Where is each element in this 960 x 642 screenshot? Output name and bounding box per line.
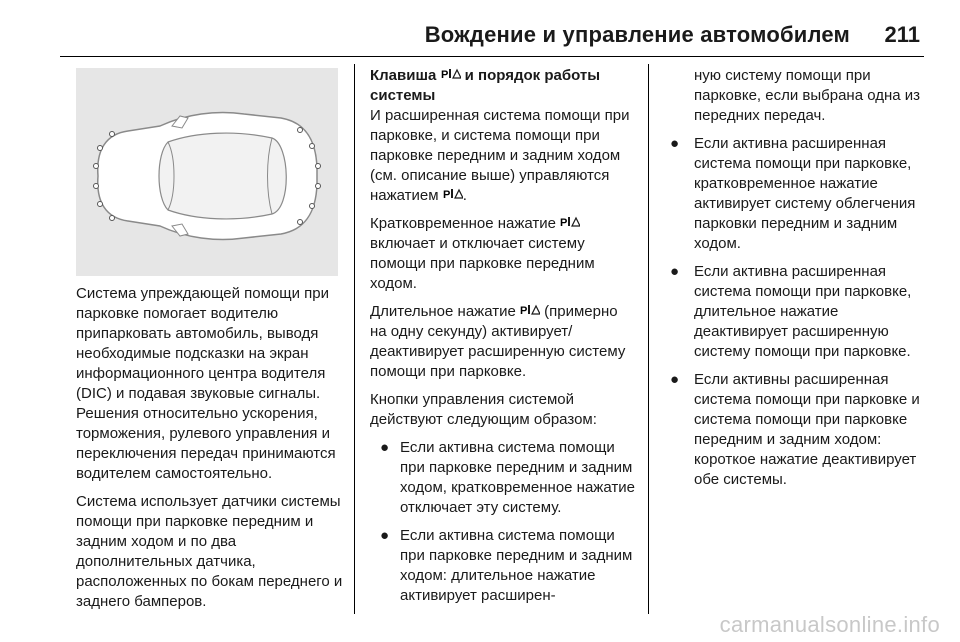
column-2 — [370, 66, 638, 614]
paragraph-sensors: Система использует датчики системы помощи при парковке передним и задним ходом и по два дополнительных датчика, расположенных по бокам переднего и заднего бамперов. — [76, 493, 343, 610]
car-top-view-figure — [76, 68, 338, 276]
page-number: 211 — [884, 22, 920, 47]
list-item: ● Если активна система помощи при парковке передним и задним ходом, кратковременное нажатие отключает эту систему. — [380, 439, 635, 516]
bullet-list — [370, 438, 638, 606]
paragraph-continuation: ную систему помощи при парковке, если выбрана одна из передних передач. — [694, 67, 921, 124]
svg-text:P: P — [519, 305, 528, 317]
parking-assist-button-icon — [560, 215, 580, 229]
watermark: carmanualsonline.info — [719, 612, 940, 637]
paragraph-buttons: Кнопки управления системой действуют следующим образом: — [370, 391, 597, 428]
list-item: ● Если активна система помощи при парковке передним и задним ходом: длительное нажатие активирует расширен- — [380, 527, 633, 604]
section-heading: Клавиша P и порядок работы системы — [370, 67, 601, 104]
svg-text:P: P — [560, 217, 568, 229]
parking-assist-button-icon — [520, 303, 540, 317]
page-title: Вождение и управление автомобилем — [424, 22, 850, 47]
parking-assist-button-icon — [443, 187, 463, 201]
paragraph-long-press: Длительное нажатие P (примерно на одну секунду) активирует/деактивирует расширенную систему помощи при парковке. — [370, 303, 626, 380]
list-item: ● Если активны расширенная система помощи при парковке и система помощи при парковке передним и задним ходом: короткое нажатие деактивирует обе системы. — [670, 371, 920, 488]
column-1 — [76, 284, 344, 620]
svg-text:P: P — [442, 189, 451, 201]
paragraph-intro: Система упреждающей помощи при парковке помогает водителю припарковать автомобиль, выводя необходимые подсказки на экран информационного центра водителя (DIC) и подавая звуковые сигналы. Решения относительно ускорения, торможения, рулевого управления и переключения передач принимаются водителем самостоятельно. — [76, 285, 336, 482]
paragraph-control: И расширенная система помощи при парковке, и система помощи при парковке передним и задним ходом (см. описание выше) управляются нажатием P . — [370, 107, 630, 204]
column-divider-1 — [354, 64, 355, 614]
column-divider-2 — [648, 64, 649, 614]
header-divider — [60, 56, 924, 57]
paragraph-short-press: Кратковременное нажатие P включает и отключает систему помощи при парковке передним ходом. — [370, 215, 595, 292]
car-top-view-icon — [76, 68, 338, 276]
bullet-list — [664, 134, 934, 490]
list-item: ● Если активна расширенная система помощи при парковке, длительное нажатие деактивирует расширенную систему помощи при парковке. — [670, 263, 912, 360]
svg-text:P: P — [440, 69, 448, 81]
parking-assist-button-icon — [441, 67, 461, 81]
column-3 — [664, 66, 934, 498]
list-item: ● Если активна расширенная система помощи при парковке, кратковременное нажатие активирует систему облегчения парковки передним и задним ходом. — [670, 135, 916, 252]
